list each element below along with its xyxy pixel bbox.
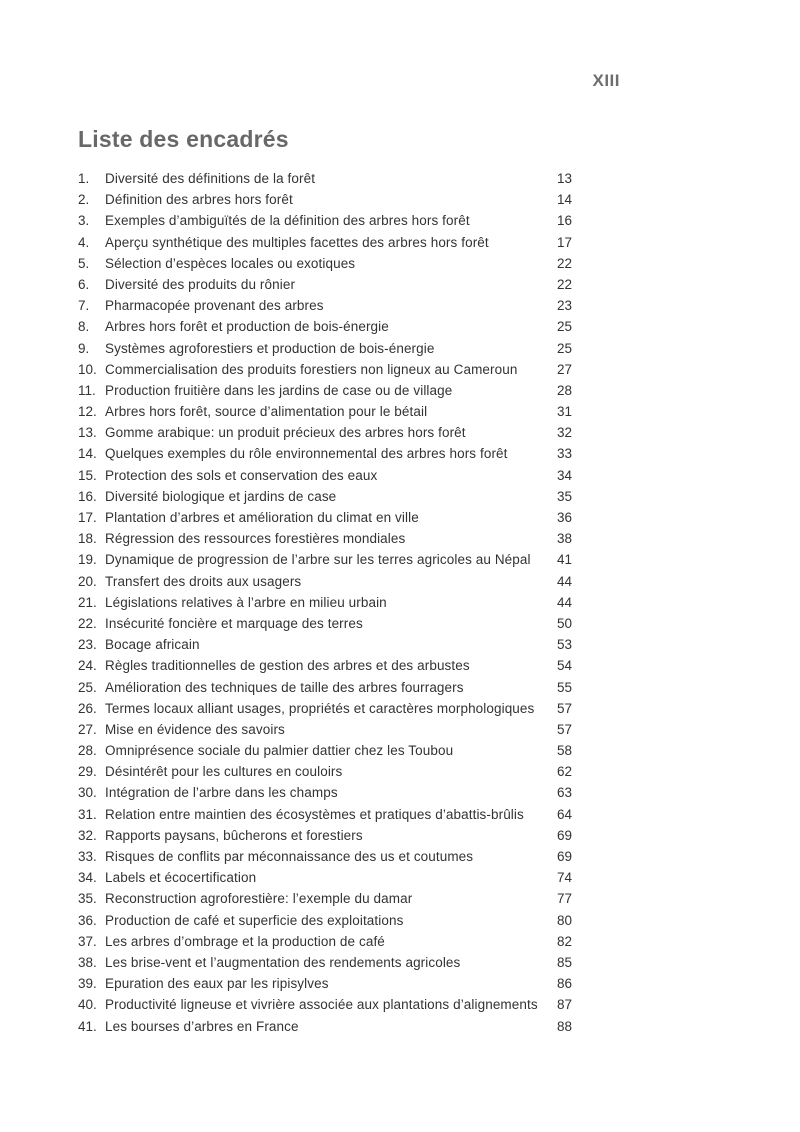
list-item — [78, 592, 572, 613]
list-item — [78, 528, 572, 549]
item-page-number: 55 — [556, 679, 572, 695]
list-item — [78, 380, 572, 401]
item-number: 36. — [78, 912, 97, 928]
list-item — [78, 253, 572, 274]
item-page-number: 25 — [556, 319, 572, 335]
list-item — [78, 274, 572, 295]
item-title: Production de café et superficie des exploitations — [105, 912, 404, 928]
item-number: 28. — [78, 743, 97, 759]
item-title: Epuration des eaux par les ripisylves — [105, 976, 329, 992]
item-page-number: 16 — [556, 213, 572, 229]
item-page-number: 36 — [556, 510, 572, 525]
item-title: Arbres hors forêt et production de bois-énergie — [105, 319, 389, 335]
item-number: 17. — [78, 510, 97, 525]
item-page-number: 63 — [556, 785, 572, 801]
item-title: Termes locaux alliant usages, propriétés et caractères morphologiques — [105, 700, 535, 716]
item-title: Transfert des droits aux usagers — [105, 573, 302, 589]
item-title: Arbres hors forêt, source d’alimentation pour le bétail — [105, 404, 428, 420]
item-title: Les brise-vent et l’augmentation des rendements agricoles — [105, 954, 461, 970]
list-item — [78, 677, 572, 698]
item-title: Diversité des définitions de la forêt — [105, 171, 316, 186]
item-title: Omniprésence sociale du palmier dattier chez les Toubou — [105, 743, 454, 759]
list-item — [78, 973, 572, 994]
item-title: Reconstruction agroforestière: l’exemple du damar — [105, 891, 413, 907]
item-number: 31. — [78, 806, 97, 822]
item-page-number: 50 — [556, 615, 572, 631]
item-number: 13. — [78, 425, 97, 441]
page-folio: XIII — [592, 71, 620, 90]
item-page-number: 54 — [556, 658, 572, 674]
item-number: 41. — [78, 1018, 97, 1034]
list-item — [78, 634, 572, 655]
list-item — [78, 571, 572, 592]
item-number: 23. — [78, 637, 97, 653]
list-item — [78, 465, 572, 486]
item-title: Gomme arabique: un produit précieux des arbres hors forêt — [105, 425, 466, 441]
item-number: 37. — [78, 933, 97, 949]
item-number: 12. — [78, 404, 97, 420]
item-title: Les arbres d’ombrage et la production de café — [105, 933, 385, 949]
item-page-number: 28 — [556, 382, 572, 398]
item-number: 6. — [78, 276, 90, 292]
list-item — [78, 210, 572, 231]
item-number: 4. — [78, 234, 90, 250]
list-item — [78, 401, 572, 422]
item-number: 24. — [78, 658, 97, 674]
item-page-number: 58 — [556, 743, 572, 759]
item-number: 10. — [78, 361, 97, 377]
list-item — [78, 825, 572, 846]
item-page-number: 80 — [556, 912, 572, 928]
list-item — [78, 232, 572, 253]
item-page-number: 44 — [556, 594, 572, 610]
item-number: 39. — [78, 976, 97, 992]
item-page-number: 85 — [556, 954, 572, 970]
list-item — [78, 359, 572, 380]
item-page-number: 88 — [556, 1018, 572, 1034]
list-item — [78, 507, 572, 528]
item-number: 16. — [78, 488, 97, 504]
item-number: 25. — [78, 679, 97, 695]
item-page-number: 31 — [556, 404, 572, 420]
item-page-number: 69 — [556, 827, 572, 843]
list-item — [78, 443, 572, 464]
item-title: Systèmes agroforestiers et production de bois-énergie — [105, 340, 435, 356]
item-page-number: 32 — [556, 425, 572, 441]
item-number: 19. — [78, 552, 97, 568]
item-number: 32. — [78, 827, 97, 843]
item-title: Quelques exemples du rôle environnemental des arbres hors forêt — [105, 446, 508, 462]
item-number: 7. — [78, 298, 90, 314]
item-title: Relation entre maintien des écosystèmes et pratiques d’abattis-brûlis — [105, 806, 524, 822]
item-number: 14. — [78, 446, 97, 462]
item-title: Désintérêt pour les cultures en couloirs — [105, 764, 343, 780]
list-item — [78, 994, 572, 1015]
item-number: 26. — [78, 700, 97, 716]
item-page-number: 77 — [556, 891, 572, 907]
item-page-number: 33 — [556, 446, 572, 462]
item-title: Production fruitière dans les jardins de case ou de village — [105, 382, 453, 398]
list-item — [78, 740, 572, 761]
item-title: Diversité biologique et jardins de case — [105, 488, 337, 504]
item-title: Risques de conflits par méconnaissance des us et coutumes — [105, 849, 474, 864]
item-title: Les bourses d’arbres en France — [105, 1018, 299, 1034]
item-title: Diversité des produits du rônier — [105, 276, 296, 292]
item-title: Commercialisation des produits forestiers non ligneux au Cameroun — [105, 361, 518, 377]
item-number: 34. — [78, 870, 97, 886]
item-title: Intégration de l’arbre dans les champs — [105, 785, 338, 801]
item-number: 33. — [78, 849, 97, 864]
item-page-number: 41 — [556, 552, 572, 568]
item-title: Règles traditionnelles de gestion des arbres et des arbustes — [105, 658, 470, 674]
item-page-number: 82 — [556, 933, 572, 949]
item-number: 5. — [78, 255, 90, 271]
item-number: 3. — [78, 213, 90, 229]
item-title: Rapports paysans, bûcherons et forestiers — [105, 827, 363, 843]
list-item — [78, 719, 572, 740]
item-number: 29. — [78, 764, 97, 780]
list-item — [78, 655, 572, 676]
list-item — [78, 698, 572, 719]
item-title: Sélection d’espèces locales ou exotiques — [105, 255, 356, 271]
list-item — [78, 316, 572, 337]
item-page-number: 23 — [556, 298, 572, 314]
item-number: 15. — [78, 467, 97, 483]
item-number: 30. — [78, 785, 97, 801]
list-item — [78, 1016, 572, 1037]
list-item — [78, 168, 572, 189]
item-title: Législations relatives à l’arbre en milieu urbain — [105, 594, 387, 610]
list-item — [78, 931, 572, 952]
list-item — [78, 910, 572, 931]
page-title: Liste des encadrés — [78, 126, 289, 152]
item-page-number: 53 — [556, 637, 572, 653]
item-title: Exemples d’ambiguïtés de la définition des arbres hors forêt — [105, 213, 470, 229]
item-title: Insécurité foncière et marquage des terres — [105, 615, 363, 631]
item-title: Bocage africain — [105, 637, 200, 653]
item-title: Dynamique de progression de l’arbre sur les terres agricoles au Népal — [105, 552, 531, 568]
item-page-number: 22 — [556, 276, 572, 292]
item-number: 38. — [78, 954, 97, 970]
item-page-number: 34 — [556, 467, 572, 483]
item-page-number: 87 — [556, 997, 572, 1013]
list-item — [78, 782, 572, 803]
item-title: Mise en évidence des savoirs — [105, 721, 285, 737]
item-page-number: 57 — [556, 700, 572, 716]
item-title: Plantation d’arbres et amélioration du climat en ville — [105, 510, 419, 525]
item-page-number: 27 — [556, 361, 572, 377]
item-title: Régression des ressources forestières mondiales — [105, 531, 406, 547]
item-page-number: 17 — [556, 234, 572, 250]
list-item — [78, 952, 572, 973]
item-title: Aperçu synthétique des multiples facettes des arbres hors forêt — [105, 234, 489, 250]
list-item — [78, 846, 572, 867]
item-page-number: 57 — [556, 721, 572, 737]
item-number: 2. — [78, 192, 90, 208]
item-page-number: 38 — [556, 531, 572, 547]
item-page-number: 44 — [556, 573, 572, 589]
encadres-list — [78, 168, 572, 1037]
list-item — [78, 867, 572, 888]
list-item — [78, 189, 572, 210]
item-title: Amélioration des techniques de taille des arbres fourragers — [105, 679, 464, 695]
item-number: 21. — [78, 594, 97, 610]
item-number: 11. — [78, 382, 96, 398]
item-page-number: 22 — [556, 255, 572, 271]
item-number: 9. — [78, 340, 90, 356]
item-page-number: 64 — [556, 806, 572, 822]
item-number: 1. — [78, 171, 90, 186]
item-title: Labels et écocertification — [105, 870, 257, 886]
list-item — [78, 613, 572, 634]
list-item — [78, 338, 572, 359]
list-item — [78, 295, 572, 316]
item-number: 22. — [78, 615, 97, 631]
item-page-number: 13 — [556, 171, 572, 186]
item-page-number: 14 — [556, 192, 572, 208]
item-number: 20. — [78, 573, 97, 589]
item-title: Protection des sols et conservation des eaux — [105, 467, 378, 483]
list-item — [78, 422, 572, 443]
item-title: Productivité ligneuse et vivrière associée aux plantations d’alignements — [105, 997, 538, 1013]
item-page-number: 35 — [556, 488, 572, 504]
item-page-number: 74 — [556, 870, 572, 886]
item-page-number: 62 — [556, 764, 572, 780]
item-page-number: 86 — [556, 976, 572, 992]
item-number: 27. — [78, 721, 97, 737]
item-title: Pharmacopée provenant des arbres — [105, 298, 324, 314]
item-number: 40. — [78, 997, 97, 1013]
item-number: 18. — [78, 531, 97, 547]
list-item — [78, 804, 572, 825]
list-item — [78, 761, 572, 782]
item-number: 8. — [78, 319, 90, 335]
list-item — [78, 486, 572, 507]
item-title: Définition des arbres hors forêt — [105, 192, 293, 208]
item-number: 35. — [78, 891, 97, 907]
list-item — [78, 549, 572, 570]
item-page-number: 69 — [556, 849, 572, 864]
item-page-number: 25 — [556, 340, 572, 356]
list-item — [78, 888, 572, 909]
